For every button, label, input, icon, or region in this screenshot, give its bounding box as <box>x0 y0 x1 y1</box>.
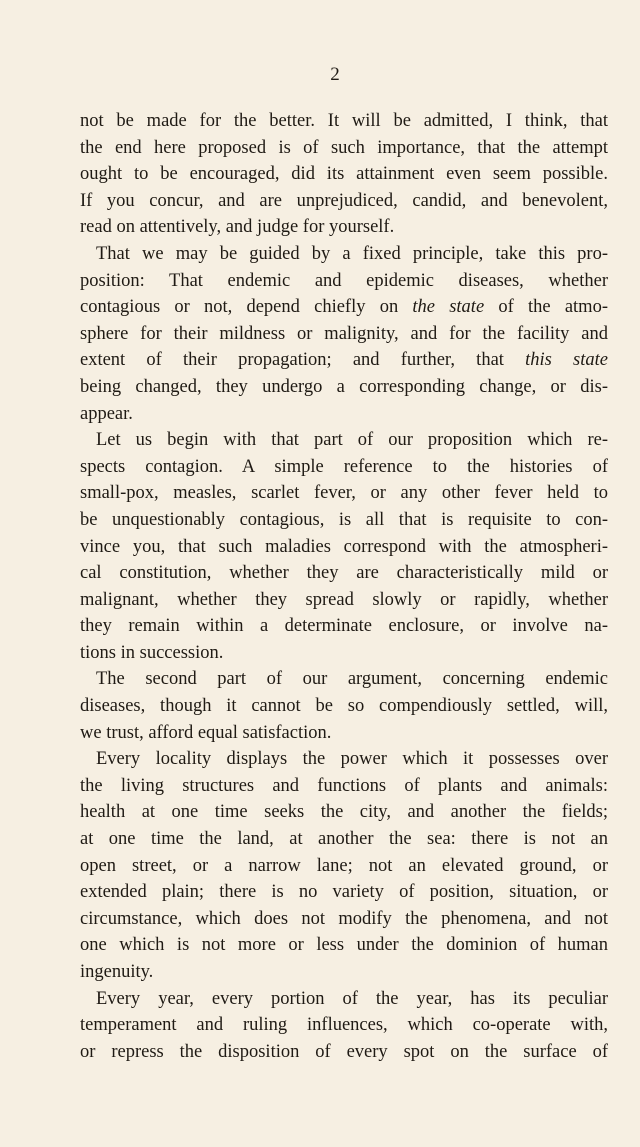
text-line: sphere for their mildness or malignity, and for the facility and <box>80 323 608 344</box>
page-number: 2 <box>330 64 340 85</box>
text-line: ingenuity. <box>80 962 154 982</box>
text-line: ought to be encouraged, did its attainment even seem possible. <box>80 164 608 185</box>
text-line-part: extent of their propagation; and further, that <box>80 350 526 371</box>
text-line: That we may be guided by a fixed principle, take this pro- <box>96 243 608 264</box>
text-line: or repress the disposition of every spot on the surface of <box>80 1041 608 1062</box>
text-line: being changed, they undergo a corresponding change, or dis- <box>80 376 608 397</box>
text-line: at one time the land, at another the sea: there is not an <box>80 829 608 850</box>
italic-phrase: the state <box>412 297 485 318</box>
text-line: vince you, that such maladies correspond with the atmospheri- <box>80 536 608 557</box>
text-line-part: contagious or not, depend chiefly on <box>80 297 413 318</box>
italic-phrase: this state <box>525 350 608 371</box>
text-line: temperament and ruling influences, which co-operate with, <box>80 1015 608 1036</box>
text-line-part: of the atmo- <box>484 297 608 318</box>
text-line: Every locality displays the power which it possesses over <box>96 749 608 770</box>
text-line: cal constitution, whether they are characteristically mild or <box>80 563 608 584</box>
text-line: Every year, every portion of the year, has its peculiar <box>96 988 608 1009</box>
text-line: read on attentively, and judge for yourself. <box>80 217 395 238</box>
text-line: spects contagion. A simple reference to the histories of <box>80 456 608 477</box>
text-line: the living structures and functions of plants and animals: <box>80 775 608 796</box>
body-text <box>80 108 608 1065</box>
text-line: open street, or a narrow lane; not an elevated ground, or <box>80 855 608 876</box>
text-line: Let us begin with that part of our proposition which re- <box>96 430 608 451</box>
text-line: we trust, afford equal satisfaction. <box>80 722 332 743</box>
text-line: extended plain; there is no variety of position, situation, or <box>80 882 608 903</box>
text-line: malignant, whether they spread slowly or rapidly, whether <box>80 589 608 610</box>
text-line: circumstance, which does not modify the phenomena, and not <box>80 908 608 929</box>
text-line: not be made for the better. It will be admitted, I think, that <box>80 111 608 131</box>
text-line: If you concur, and are unprejudiced, candid, and benevolent, <box>80 190 608 211</box>
text-line: position: That endemic and epidemic diseases, whether <box>80 270 608 291</box>
text-line: one which is not more or less under the dominion of human <box>80 935 608 956</box>
text-line: health at one time seeks the city, and another the fields; <box>80 802 608 823</box>
text-line <box>80 347 608 374</box>
text-line: The second part of our argument, concerning endemic <box>96 669 608 690</box>
text-line: be unquestionably contagious, is all that is requisite to con- <box>80 509 608 530</box>
text-line: the end here proposed is of such importance, that the attempt <box>80 137 608 158</box>
text-line: tions in succession. <box>80 642 224 663</box>
text-line: small-pox, measles, scarlet fever, or any other fever held to <box>80 483 608 504</box>
text-line <box>80 294 608 321</box>
text-line: appear. <box>80 403 133 424</box>
text-line: diseases, though it cannot be so compendiously settled, will, <box>80 696 608 717</box>
text-line: they remain within a determinate enclosure, or involve na- <box>80 616 608 637</box>
